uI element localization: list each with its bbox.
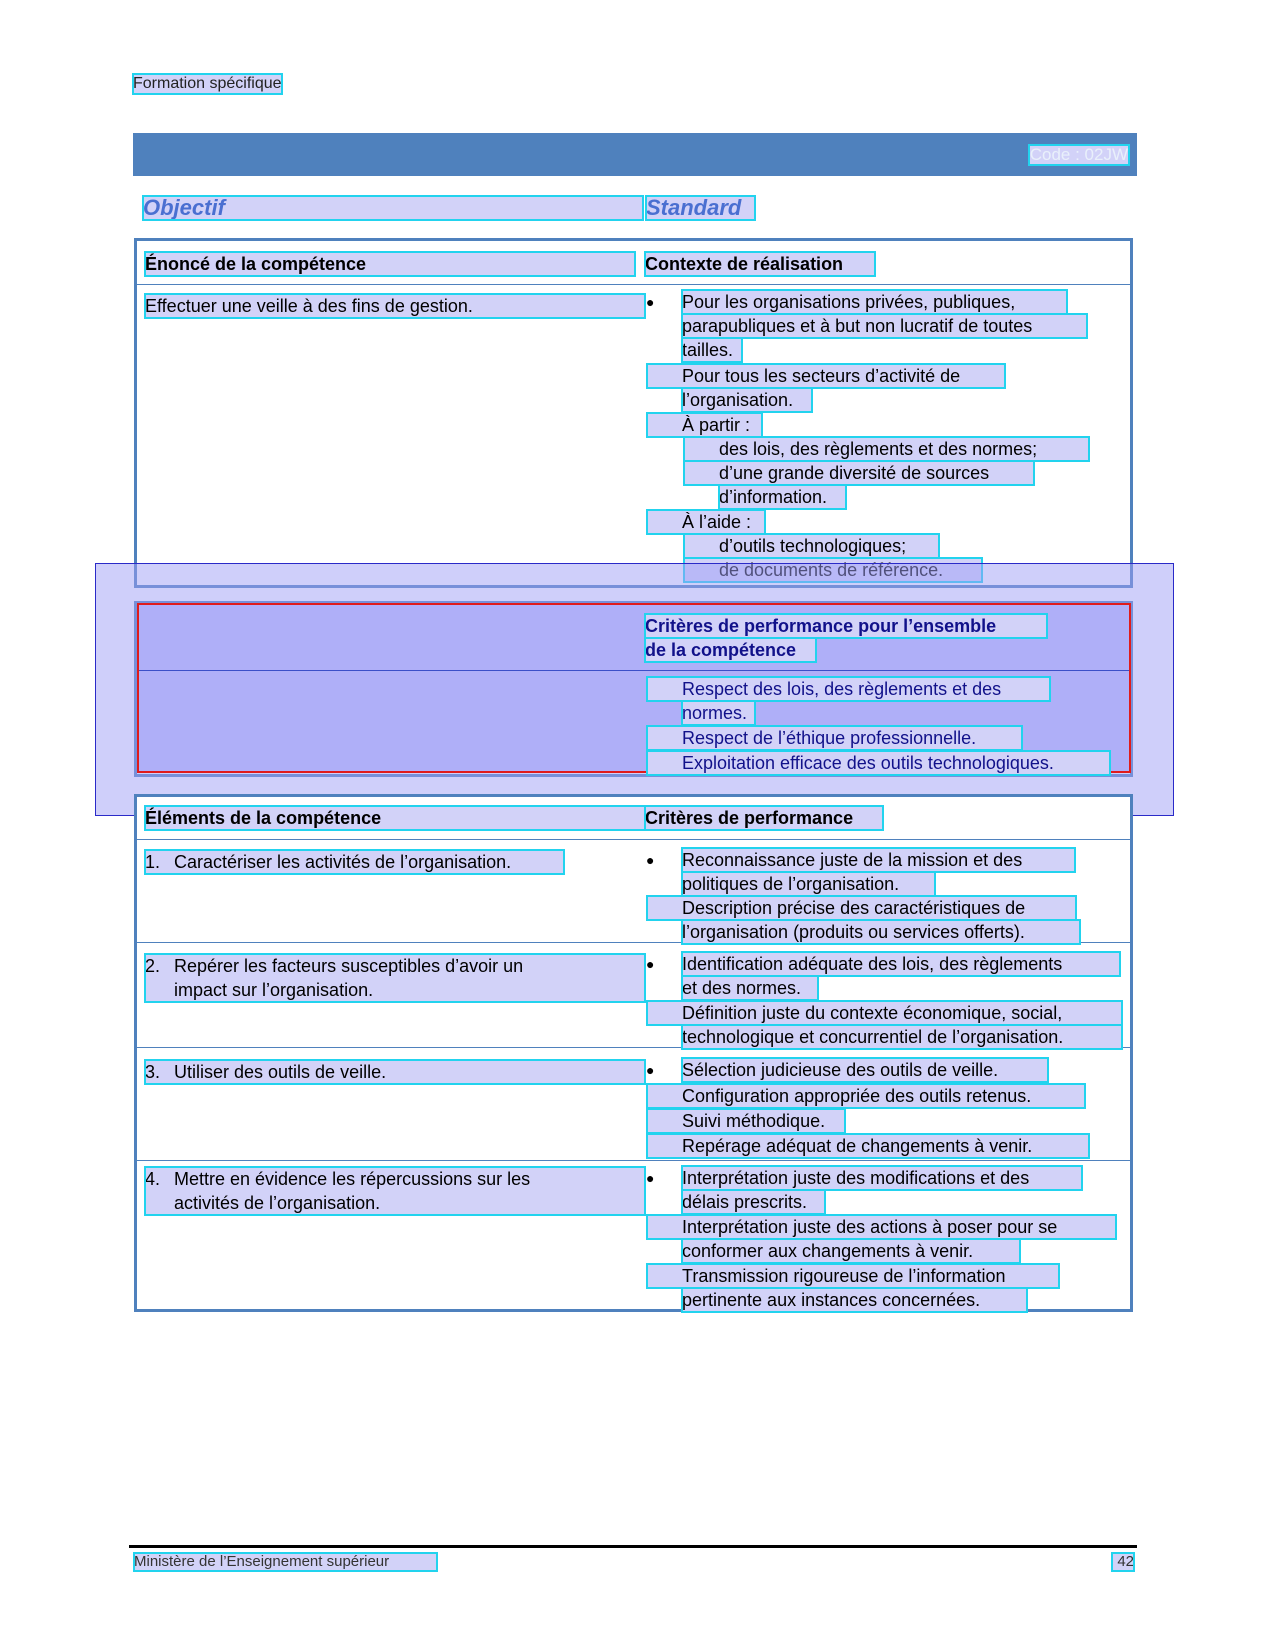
competence-statement: Effectuer une veille à des fins de gestion.	[145, 294, 645, 318]
criteria-item: politiques de l’organisation.	[682, 872, 935, 896]
table-divider	[137, 284, 1130, 285]
page-header-label: Formation spécifique	[133, 75, 282, 92]
criteria-item: Interprétation juste des actions à poser pour se	[647, 1215, 1116, 1239]
program-code: Code : 02JW	[1029, 145, 1128, 164]
context-item: À partir :	[647, 413, 762, 437]
overall-criteria-item: normes.	[682, 701, 755, 725]
element-text: Utiliser des outils de veille.	[174, 1062, 387, 1082]
element-number: 4.	[145, 1169, 161, 1189]
table-divider	[137, 1160, 1130, 1161]
context-subitem: d’une grande diversité de sources	[684, 461, 1034, 485]
criteria-item: l’organisation (produits ou services offerts).	[682, 920, 1080, 944]
criteria-item: et des normes.	[682, 976, 818, 1000]
element-row	[145, 850, 564, 874]
overall-criteria-item: Exploitation efficace des outils technologiques.	[647, 751, 1110, 775]
element-text: impact sur l’organisation.	[174, 980, 374, 1000]
element-row	[145, 1060, 645, 1084]
element-row	[145, 954, 645, 1002]
bullet-icon: ●	[646, 852, 655, 868]
criteria-item: Transmission rigoureuse de l’information	[647, 1264, 1059, 1288]
footer-ministry: Ministère de l’Enseignement supérieur	[134, 1553, 437, 1571]
criteria-item: Description précise des caractéristiques de	[647, 896, 1076, 920]
context-subitem: d’outils technologiques;	[684, 534, 939, 558]
element-text: Caractériser les activités de l’organisation.	[174, 852, 512, 872]
section-title-standard: Standard	[646, 196, 755, 220]
criteria-item: technologique et concurrentiel de l’organisation.	[682, 1025, 1122, 1049]
criteria-item: pertinente aux instances concernées.	[682, 1288, 1027, 1312]
col-header-contexte: Contexte de réalisation	[645, 252, 875, 276]
criteria-item: Configuration appropriée des outils retenus.	[647, 1084, 1085, 1108]
context-item: parapubliques et à but non lucratif de toutes	[682, 314, 1087, 338]
bullet-icon: ●	[646, 956, 655, 972]
code-band	[133, 133, 1137, 176]
overall-criteria-item: Respect de l’éthique professionnelle.	[647, 726, 1022, 750]
table-divider	[137, 839, 1130, 840]
overall-criteria-header: de la compétence	[645, 638, 816, 662]
bullet-icon: ●	[646, 294, 655, 310]
criteria-item: délais prescrits.	[682, 1190, 825, 1214]
overall-criteria-item: Respect des lois, des règlements et des	[647, 677, 1050, 701]
bullet-icon: ●	[646, 1062, 655, 1078]
context-subitem: d’information.	[719, 485, 846, 509]
criteria-item: Interprétation juste des modifications et des	[682, 1166, 1082, 1190]
criteria-item: Définition juste du contexte économique, social,	[647, 1001, 1122, 1025]
element-text: activités de l’organisation.	[174, 1193, 381, 1213]
element-text: Mettre en évidence les répercussions sur les	[174, 1169, 531, 1189]
element-number: 2.	[145, 956, 161, 976]
col-header-elements: Éléments de la compétence	[145, 806, 645, 830]
footer-rule	[129, 1545, 1137, 1548]
context-subitem: des lois, des règlements et des normes;	[684, 437, 1089, 461]
col-header-enonce: Énoncé de la compétence	[145, 252, 635, 276]
bullet-icon: ●	[646, 1170, 655, 1186]
context-item: Pour les organisations privées, publiques,	[682, 290, 1067, 314]
element-number: 1.	[145, 852, 161, 872]
criteria-item: Suivi méthodique.	[647, 1109, 845, 1133]
context-item: Pour tous les secteurs d’activité de	[647, 364, 1005, 388]
criteria-item: conformer aux changements à venir.	[682, 1239, 1020, 1263]
criteria-item: Sélection judicieuse des outils de veille.	[682, 1058, 1048, 1082]
col-header-criteres: Critères de performance	[645, 806, 883, 830]
element-row	[145, 1167, 645, 1215]
criteria-item: Reconnaissance juste de la mission et des	[682, 848, 1075, 872]
section-title-objectif: Objectif	[143, 196, 643, 220]
criteria-item: Repérage adéquat de changements à venir.	[647, 1134, 1089, 1158]
page-number: 42	[1112, 1553, 1134, 1571]
context-item: tailles.	[682, 338, 742, 362]
element-text: Repérer les facteurs susceptibles d’avoir un	[174, 956, 524, 976]
overall-criteria-header: Critères de performance pour l’ensemble	[645, 614, 1047, 638]
table-divider	[139, 670, 1129, 671]
context-item: l’organisation.	[682, 388, 812, 412]
criteria-item: Identification adéquate des lois, des règlements	[682, 952, 1120, 976]
element-number: 3.	[145, 1062, 161, 1082]
context-item: À l’aide :	[647, 510, 765, 534]
